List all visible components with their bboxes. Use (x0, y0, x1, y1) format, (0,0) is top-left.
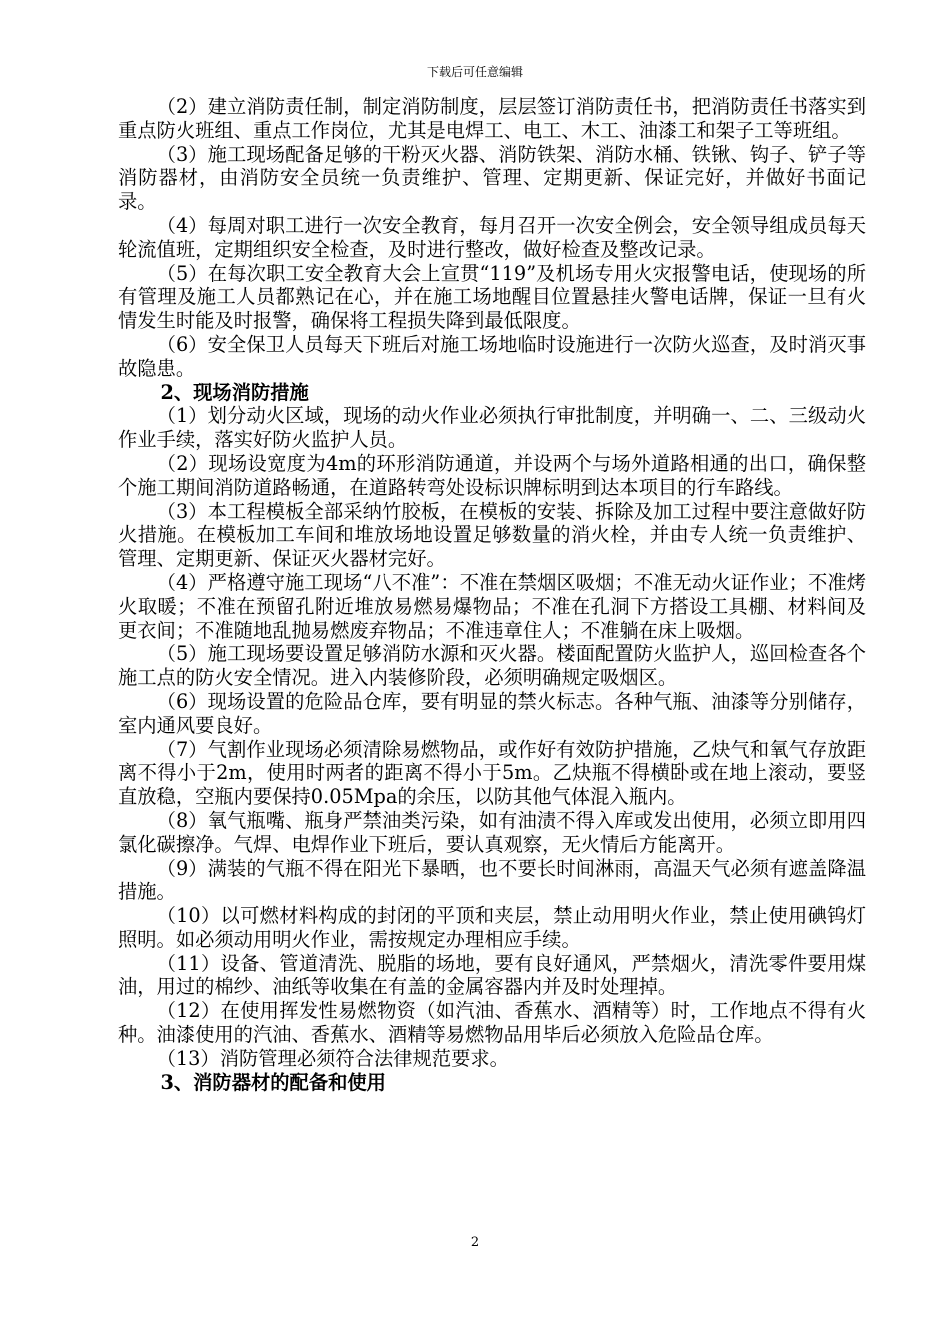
paragraph: （7）气割作业现场必须清除易燃物品，或作好有效防护措施，乙炔气和氧气存放距离不得小于2m，使用时两者的距离不得小于5m。乙炔瓶不得横卧或在地上滚动，要竖直放稳，空瓶内要保持0.05Mpa的余压，以防其他气体混入瓶内。 (118, 737, 866, 809)
paragraph: （13）消防管理必须符合法律规范要求。 (156, 1046, 509, 1070)
paragraph: （8）氧气瓶嘴、瓶身严禁油类污染，如有油渍不得入库或发出使用，必须立即用四氯化碳擦净。气焊、电焊作业下班后，要认真观察，无火情后方能离开。 (118, 808, 866, 856)
paragraph: （4）每周对职工进行一次安全教育，每月召开一次安全例会，安全领导组成员每天轮流值班，定期组织安全检查，及时进行整改，做好检查及整改记录。 (118, 213, 866, 261)
paragraph: （4）严格遵守施工现场“八不准”：不准在禁烟区吸烟；不准无动火证作业；不准烤火取暖；不准在预留孔附近堆放易燃易爆物品；不准在孔洞下方搭设工具棚、材料间及更衣间；不准随地乱抛易燃废弃物品；不准违章住人；不准躺在床上吸烟。 (118, 570, 866, 642)
page-header: 下载后可任意编辑 (426, 65, 523, 79)
document-body (118, 95, 866, 1094)
paragraph: （3）本工程模板全部采纳竹胶板，在模板的安装、拆除及加工过程中要注意做好防火措施。在模板加工车间和堆放场地设置足够数量的消火栓，并由专人统一负责维护、管理、定期更新、保证灭火器材完好。 (118, 499, 866, 571)
paragraph: （12）在使用挥发性易燃物资（如汽油、香蕉水、酒精等）时，工作地点不得有火种。油漆使用的汽油、香蕉水、酒精等易燃物品用毕后必须放入危险品仓库。 (118, 999, 866, 1047)
paragraph: （2）建立消防责任制，制定消防制度，层层签订消防责任书，把消防责任书落实到重点防火班组、重点工作岗位，尤其是电焊工、电工、木工、油漆工和架子工等班组。 (118, 95, 866, 142)
paragraph: （6）安全保卫人员每天下班后对施工场地临时设施进行一次防火巡查，及时消灭事故隐患。 (118, 332, 866, 380)
paragraph: （6）现场设置的危险品仓库，要有明显的禁火标志。各种气瓶、油漆等分别储存，室内通风要良好。 (118, 689, 866, 737)
paragraph: （10）以可燃材料构成的封闭的平顶和夹层，禁止动用明火作业，禁止使用碘钨灯照明。如必须动用明火作业，需按规定办理相应手续。 (118, 904, 866, 951)
section-heading: 2、现场消防措施 (160, 380, 309, 404)
paragraph: （5）施工现场要设置足够消防水源和灭火器。楼面配置防火监护人，巡回检查各个施工点的防火安全情况。进入内装修阶段，必须明确规定吸烟区。 (118, 642, 866, 690)
paragraph: （3）施工现场配备足够的干粉灭火器、消防铁架、消防水桶、铁锹、钩子、铲子等消防器材，由消防安全员统一负责维护、管理、定期更新、保证完好，并做好书面记录。 (118, 142, 866, 214)
paragraph: （11）设备、管道清洗、脱脂的场地，要有良好通风，严禁烟火，清洗零件要用煤油，用过的棉纱、油纸等收集在有盖的金属容器内并及时处理掉。 (118, 951, 866, 999)
paragraph: （1）划分动火区域，现场的动火作业必须执行审批制度，并明确一、二、三级动火作业手续，落实好防火监护人员。 (118, 404, 866, 452)
paragraph: （5）在每次职工安全教育大会上宣贯“119”及机场专用火灾报警电话，使现场的所有管理及施工人员都熟记在心，并在施工场地醒目位置悬挂火警电话牌，保证一旦有火情发生时能及时报警，确保将工程损失降到最低限度。 (118, 261, 866, 333)
page-number: 2 (470, 1235, 480, 1250)
paragraph: （2）现场设宽度为4m的环形消防通道，并设两个与场外道路相通的出口，确保整个施工期间消防道路畅通，在道路转弯处设标识牌标明到达本项目的行车路线。 (118, 451, 866, 499)
section-heading: 3、消防器材的配备和使用 (160, 1070, 386, 1094)
paragraph: （9）满装的气瓶不得在阳光下暴晒，也不要长时间淋雨，高温天气必须有遮盖降温措施。 (118, 856, 866, 904)
